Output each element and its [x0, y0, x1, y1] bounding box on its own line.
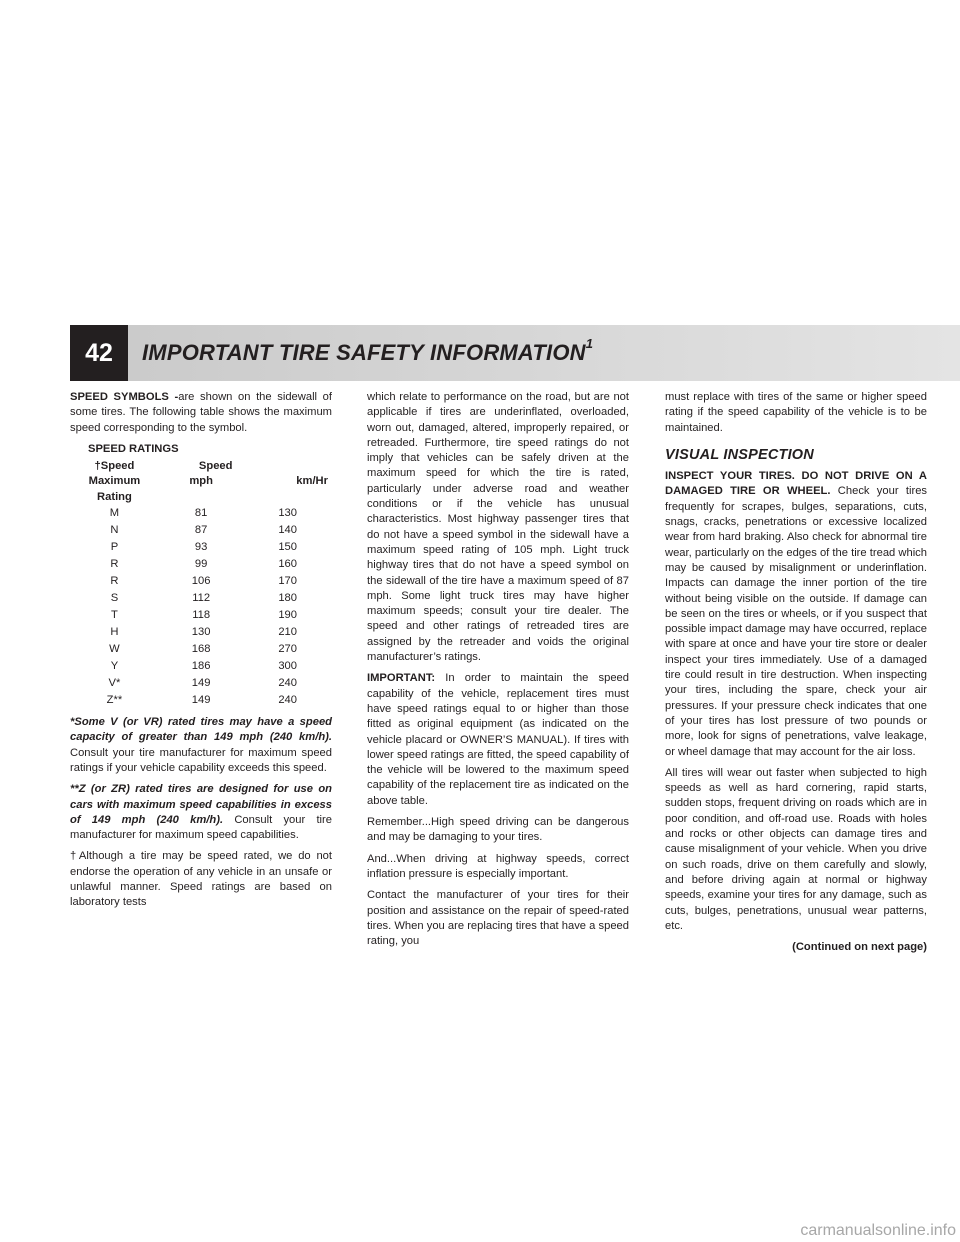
- mph-cell: 149: [191, 693, 211, 706]
- mph-cell: 118: [192, 608, 211, 621]
- mph-cell: 112: [192, 591, 211, 604]
- rating-cell: S: [110, 591, 119, 604]
- header-speed-rating-mid: Maximum: [88, 475, 141, 488]
- mph-cell: 106: [191, 574, 211, 587]
- note-z-lead: **Z (or ZR) rated tires are designed for use on cars with maximum speed capabilities in excess of 149 mph (240 km/h).: [70, 783, 332, 826]
- contact-paragraph: Contact the manufacturer of your tires for their position and assistance on the repair of speed-rated tires. When you are replacing tires that have a speed rating, you: [367, 889, 629, 948]
- note-dagger: †Although a tire may be speed rated, we do not endorse the operation of any vehicle in an unsafe or unlawful manner. Speed ratings are based on laboratory tests: [70, 850, 332, 909]
- inspect-lead: INSPECT YOUR TIRES. DO NOT DRIVE ON A DAMAGED TIRE OR WHEEL.: [665, 470, 927, 498]
- table-row: [70, 522, 332, 539]
- header-mph: mph: [189, 475, 213, 488]
- important-paragraph: [367, 671, 629, 809]
- rating-cell: V*: [108, 676, 121, 689]
- title-footnote-marker: 1: [585, 336, 594, 351]
- table-row: [70, 658, 332, 675]
- kmh-cell: 300: [278, 659, 297, 672]
- speed-rating-paragraph: which relate to performance on the road, but are not applicable if tires are underinflated, overloaded, worn out, damaged, altered, improperly repaired, or retreaded. Furthermore, tire speed ratings do not imply that vehicles can be safely driven at the maximum speed for which the tire is rated, particularly under adverse road and weather conditions or if the vehicle has unusual characteristics. Most highway passenger tires that do not have a speed symbol in the sidewall have a maximum speed rating of 105 mph. Light truck highway tires that do not have a speed symbol on the sidewall of the tire have a maximum speed of 87 mph. Some light truck tires may have higher maximum speeds; consult your tire dealer. The speed and other ratings of retreaded tires are assigned by the retreader and voids the original manufacturer’s ratings.: [367, 391, 629, 664]
- table-row: [70, 539, 332, 556]
- important-text: In order to maintain the speed capability of the vehicle, replacement tires must have speed ratings equal to or higher than those fitted as original equipment (as indicated on the vehicle placard or OWNER’S MANUAL). If tires with lower speed ratings are fitted, the speed capability of the vehicle will be lowered to the maximum speed capability of the replacement tire as indicated on the above table.: [367, 672, 629, 807]
- mph-cell: 149: [191, 676, 211, 689]
- kmh-cell: 170: [278, 574, 297, 587]
- inspect-text: Check your tires frequently for scrapes, bulges, separations, cuts, snags, cracks, penetrations or excessive localized wear from hard braking. Also check for abnormal tire wear, particularly on the edges of the tire tread which may be caused by misalignment or underinflation. Impacts can damage the inner portion of the tire without being visible on the outside. If damage can be seen on the tires or wheels, or if you suspect that possible impact damage may have occurred, replace with spare at once and have your tire store or dealer inspect your tires immediately. Use of a damaged tire could result in tire destruction. When inspecting your tires, including the spare, check your air pressures. If your pressure check indicates that one of your tires has lost pressure of two pounds or more, look for signs of penetrations, valve leakage, or wheel damage that may account for the air loss.: [665, 485, 928, 758]
- kmh-cell: 130: [278, 506, 297, 519]
- kmh-cell: 270: [278, 642, 297, 655]
- table-row: [70, 573, 332, 590]
- note-v-lead: *Some V (or VR) rated tires may have a speed capacity of greater than 149 mph (240 km/h).: [70, 716, 332, 744]
- replace-paragraph: must replace with tires of the same or higher speed rating if the speed capability of the vehicle is to be maintained.: [665, 391, 927, 434]
- watermark: carmanualsonline.info: [800, 1222, 956, 1239]
- rating-cell: M: [109, 506, 120, 519]
- mph-cell: 81: [194, 506, 208, 519]
- table-header-row: [70, 490, 332, 505]
- mph-cell: 93: [194, 540, 208, 553]
- wear-paragraph: All tires will wear out faster when subjected to high speeds as well as hard cornering, rapid starts, sudden stops, frequent driving on roads which are in poor condition, and off-road use. Roads with holes and rocks or other objects can damage tires and cause misalignment of your vehicle. When you drive on such roads, drive on them carefully and slowly, and before driving again at normal or highway speeds, examine your tires for any damage, such as cuts, bulges, penetrations, unusual wear patterns, etc.: [665, 766, 927, 932]
- header-speed-rating-top: †Speed: [94, 460, 135, 473]
- speed-symbols-lead: SPEED SYMBOLS -: [70, 391, 179, 403]
- remember-paragraph: Remember...High speed driving can be dangerous and may be damaging to your tires.: [367, 816, 629, 844]
- kmh-cell: 240: [278, 693, 297, 706]
- table-row: [70, 607, 332, 624]
- note-v-text: Consult your tire manufacturer for maximum speed ratings if your vehicle capability exceeds this speed.: [70, 746, 332, 774]
- column-3: [665, 390, 927, 955]
- kmh-cell: 140: [278, 523, 297, 536]
- header-speed-group: Speed: [198, 460, 233, 473]
- speed-ratings-table: [70, 459, 332, 709]
- mph-cell: 186: [191, 659, 211, 672]
- rating-cell: P: [110, 540, 119, 553]
- mph-cell: 168: [191, 642, 211, 655]
- note-v-rated: [70, 715, 332, 776]
- table-row: [70, 556, 332, 573]
- rating-cell: Y: [110, 659, 119, 672]
- table-row: [70, 590, 332, 607]
- rating-cell: R: [110, 557, 119, 570]
- column-1: [70, 390, 332, 917]
- page-title-text: IMPORTANT TIRE SAFETY INFORMATION: [142, 340, 586, 365]
- rating-cell: N: [110, 523, 119, 536]
- table-header-row: [70, 459, 332, 474]
- rating-cell: R: [110, 574, 119, 587]
- page-number: 42: [70, 325, 128, 381]
- mph-cell: 87: [194, 523, 208, 536]
- mph-cell: 99: [194, 557, 208, 570]
- kmh-cell: 190: [278, 608, 297, 621]
- table-row: [70, 692, 332, 709]
- table-row: [70, 675, 332, 692]
- table-header-row: [70, 474, 332, 489]
- inspect-paragraph: [665, 469, 927, 760]
- table-row: [70, 641, 332, 658]
- highway-paragraph: And...When driving at highway speeds, correct inflation pressure is especially important.: [367, 852, 629, 880]
- kmh-cell: 180: [278, 591, 297, 604]
- rating-cell: T: [111, 608, 118, 621]
- header-kmh: km/Hr: [296, 475, 328, 488]
- kmh-cell: 160: [278, 557, 297, 570]
- kmh-cell: 240: [278, 676, 297, 689]
- speed-symbols-text: are shown on the sidewall of some tires. The following table shows the maximum speed corresponding to the symbol.: [70, 391, 332, 434]
- note-z-text: Consult your tire manufacturer for maximum speed capabilities.: [70, 813, 332, 842]
- note-z-rated: [70, 782, 332, 843]
- speed-symbols-paragraph: [70, 390, 332, 436]
- rating-cell: W: [109, 642, 120, 655]
- kmh-cell: 150: [278, 540, 297, 553]
- rating-cell: H: [110, 625, 119, 638]
- mph-cell: 130: [191, 625, 211, 638]
- header-speed-rating-bottom: Rating: [97, 490, 132, 503]
- table-row: [70, 505, 332, 522]
- continued-note: (Continued on next page): [792, 941, 927, 954]
- table-row: [70, 624, 332, 641]
- kmh-cell: 210: [278, 625, 297, 638]
- important-lead: IMPORTANT:: [367, 672, 436, 685]
- speed-ratings-title: SPEED RATINGS: [88, 442, 179, 455]
- column-2: [367, 390, 629, 955]
- rating-cell: Z**: [106, 693, 123, 706]
- section-title-visual-inspection: VISUAL INSPECTION: [665, 446, 814, 463]
- page-title: [142, 336, 594, 366]
